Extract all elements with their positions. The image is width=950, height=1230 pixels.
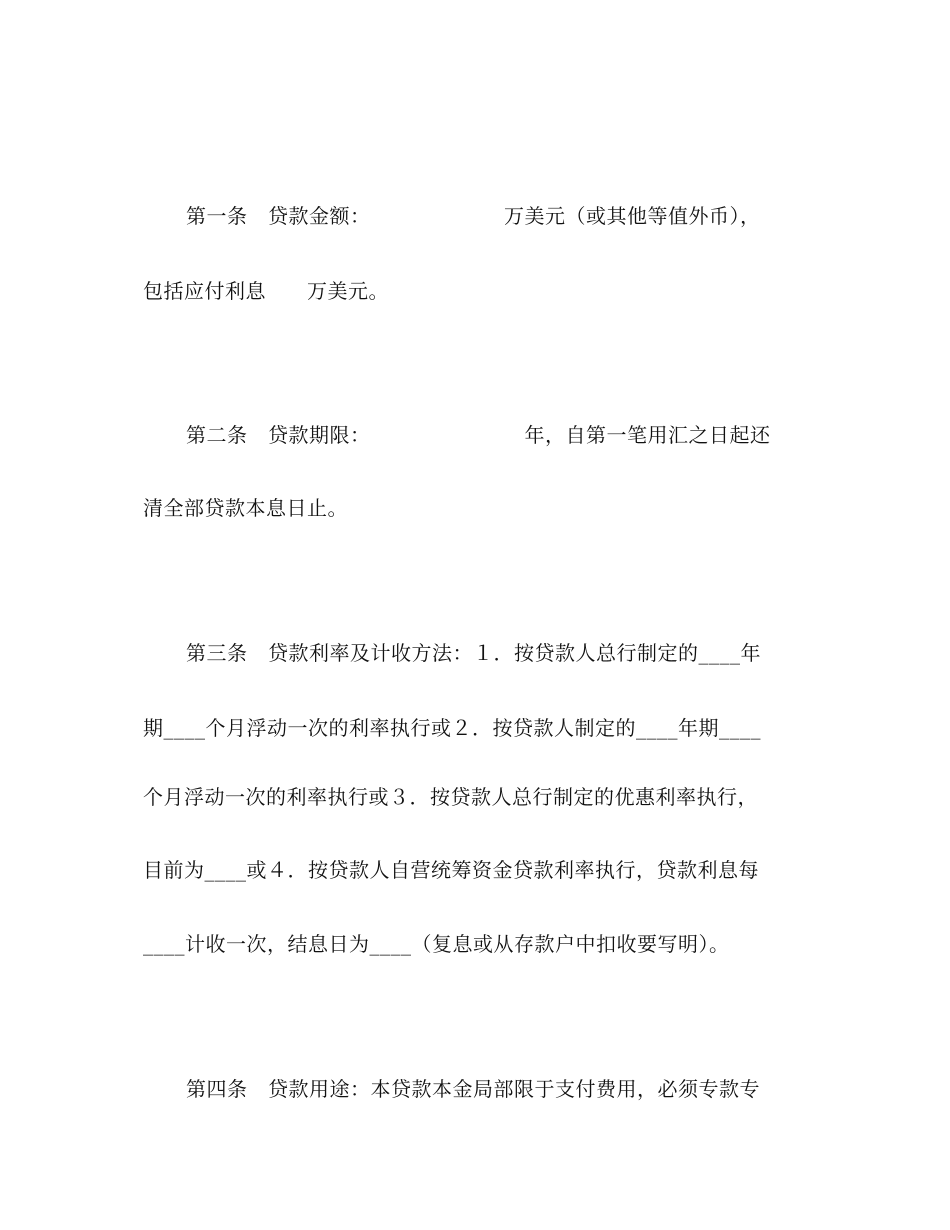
article-3-line-2: 期____个月浮动一次的利率执行或２．按贷款人制定的____年期____ (143, 716, 761, 740)
article-1-line-2: 包括应付利息 万美元。 (143, 279, 389, 303)
article-3-line-1: 第三条 贷款利率及计收方法：１．按贷款人总行制定的____年 (186, 641, 761, 665)
article-3-line-4: 目前为____或４．按贷款人自营统筹资金贷款利率执行，贷款利息每 (143, 858, 759, 882)
article-3-line-5: ____计收一次，结息日为____（复息或从存款户中扣收要写明）。 (143, 932, 730, 956)
article-1-line-1: 第一条 贷款金额： 万美元（或其他等值外币）， (186, 204, 761, 228)
article-2-line-2: 清全部贷款本息日止。 (143, 496, 348, 520)
article-4-line-1: 第四条 贷款用途：本贷款本金局部限于支付费用，必须专款专 (186, 1077, 760, 1101)
article-3-line-3: 个月浮动一次的利率执行或３．按贷款人总行制定的优惠利率执行， (143, 785, 758, 809)
article-2-line-1: 第二条 贷款期限： 年，自第一笔用汇之日起还 (186, 423, 771, 447)
